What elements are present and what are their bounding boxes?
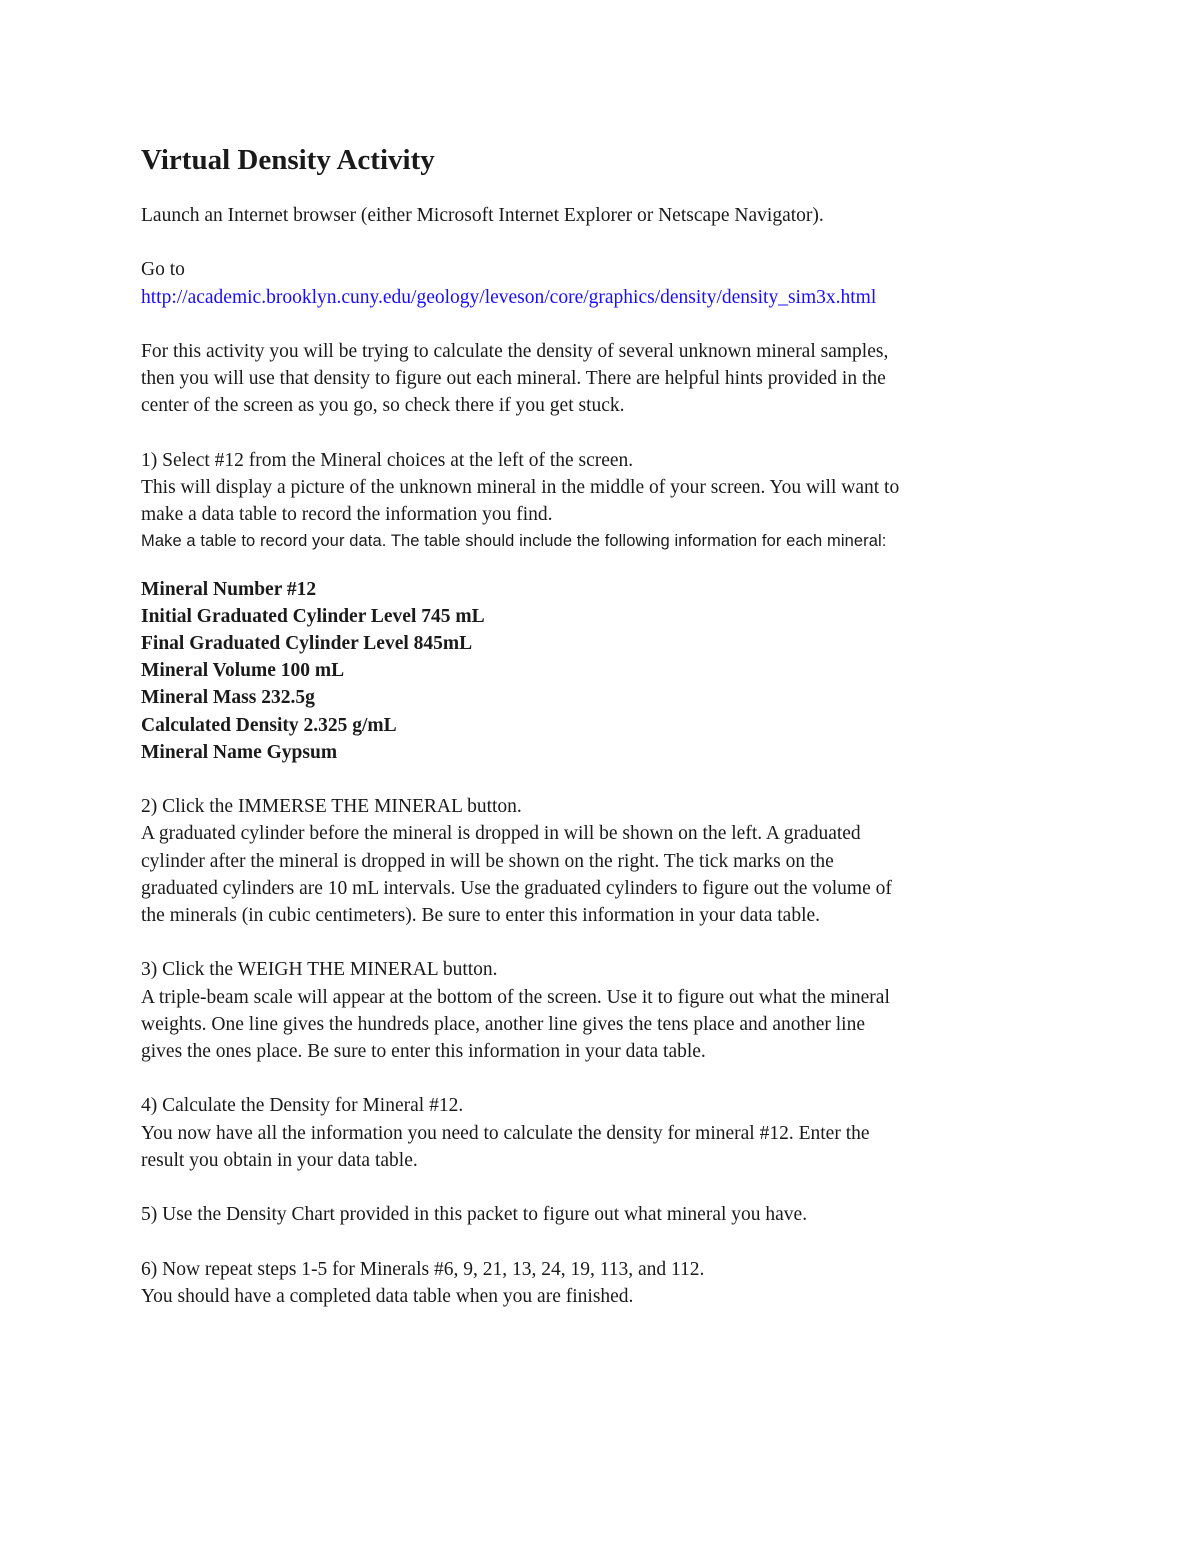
- step-4-heading: 4) Calculate the Density for Mineral #12.: [141, 1095, 464, 1117]
- document-page: [141, 140, 1081, 1337]
- intro-text: Launch an Internet browser (either Microsoft Internet Explorer or Netscape Navigator).: [141, 205, 824, 226]
- description-line: For this activity you will be trying to calculate the density of several unknown mineral samples,: [141, 340, 889, 362]
- mineral-volume: Mineral Volume 100 mL: [141, 660, 345, 682]
- final-cylinder-level: Final Graduated Cylinder Level 845mL: [141, 633, 473, 654]
- mineral-mass: Mineral Mass 232.5g: [141, 687, 315, 709]
- goto-label: Go to: [141, 259, 185, 281]
- data-table-list: [141, 576, 1081, 766]
- step-1-heading: 1) Select #12 from the Mineral choices at the left of the screen.: [141, 449, 634, 471]
- calculated-density: Calculated Density 2.325 g/mL: [141, 714, 397, 736]
- step-3: [141, 956, 1081, 1065]
- step-2-heading: 2) Click the IMMERSE THE MINERAL button.: [141, 796, 522, 818]
- goto-paragraph: [141, 256, 1081, 310]
- intro-paragraph: [141, 202, 1081, 229]
- description-line: then you will use that density to figure out each mineral. There are helpful hints provided in the: [141, 368, 886, 390]
- simulation-link[interactable]: http://academic.brooklyn.cuny.edu/geology/leveson/core/graphics/density/density_sim3x.html: [141, 286, 877, 308]
- step-3-heading: 3) Click the WEIGH THE MINERAL button.: [141, 959, 498, 981]
- initial-cylinder-level: Initial Graduated Cylinder Level 745 mL: [141, 605, 485, 627]
- step-4-line: result you obtain in your data table.: [141, 1149, 418, 1171]
- description-paragraph: [141, 338, 1081, 420]
- table-instruction: Make a table to record your data. The table should include the following information for each mineral:: [141, 532, 887, 551]
- step-4: [141, 1092, 1081, 1174]
- step-3-line: A triple-beam scale will appear at the bottom of the screen. Use it to figure out what the mineral: [141, 986, 890, 1008]
- step-6-heading: 6) Now repeat steps 1-5 for Minerals #6, 9, 21, 13, 24, 19, 113, and 112.: [141, 1258, 705, 1280]
- step-5-heading: 5) Use the Density Chart provided in this packet to figure out what mineral you have.: [141, 1204, 808, 1226]
- mineral-name: Mineral Name Gypsum: [141, 741, 338, 763]
- page-title: Virtual Density Activity: [141, 144, 435, 176]
- step-5: [141, 1201, 1081, 1228]
- step-3-line: gives the ones place. Be sure to enter this information in your data table.: [141, 1041, 706, 1063]
- step-2: [141, 793, 1081, 929]
- step-3-line: weights. One line gives the hundreds place, another line gives the tens place and another line: [141, 1013, 865, 1035]
- step-2-line: cylinder after the mineral is dropped in will be shown on the right. The tick marks on the: [141, 850, 834, 872]
- step-1: [141, 447, 1081, 556]
- description-line: center of the screen as you go, so check there if you get stuck.: [141, 395, 625, 417]
- step-2-line: graduated cylinders are 10 mL intervals. Use the graduated cylinders to figure out the volume of: [141, 877, 892, 899]
- step-6-line: You should have a completed data table when you are finished.: [141, 1285, 634, 1307]
- step-6: [141, 1256, 1081, 1310]
- step-2-line: A graduated cylinder before the mineral is dropped in will be shown on the left. A graduated: [141, 823, 861, 845]
- step-1-line: This will display a picture of the unknown mineral in the middle of your screen. You will want to: [141, 476, 900, 498]
- step-2-line: the minerals (in cubic centimeters). Be sure to enter this information in your data table.: [141, 905, 821, 927]
- step-4-line: You now have all the information you need to calculate the density for mineral #12. Enter the: [141, 1122, 870, 1144]
- step-1-line: make a data table to record the information you find.: [141, 504, 553, 526]
- mineral-number: Mineral Number #12: [141, 578, 317, 600]
